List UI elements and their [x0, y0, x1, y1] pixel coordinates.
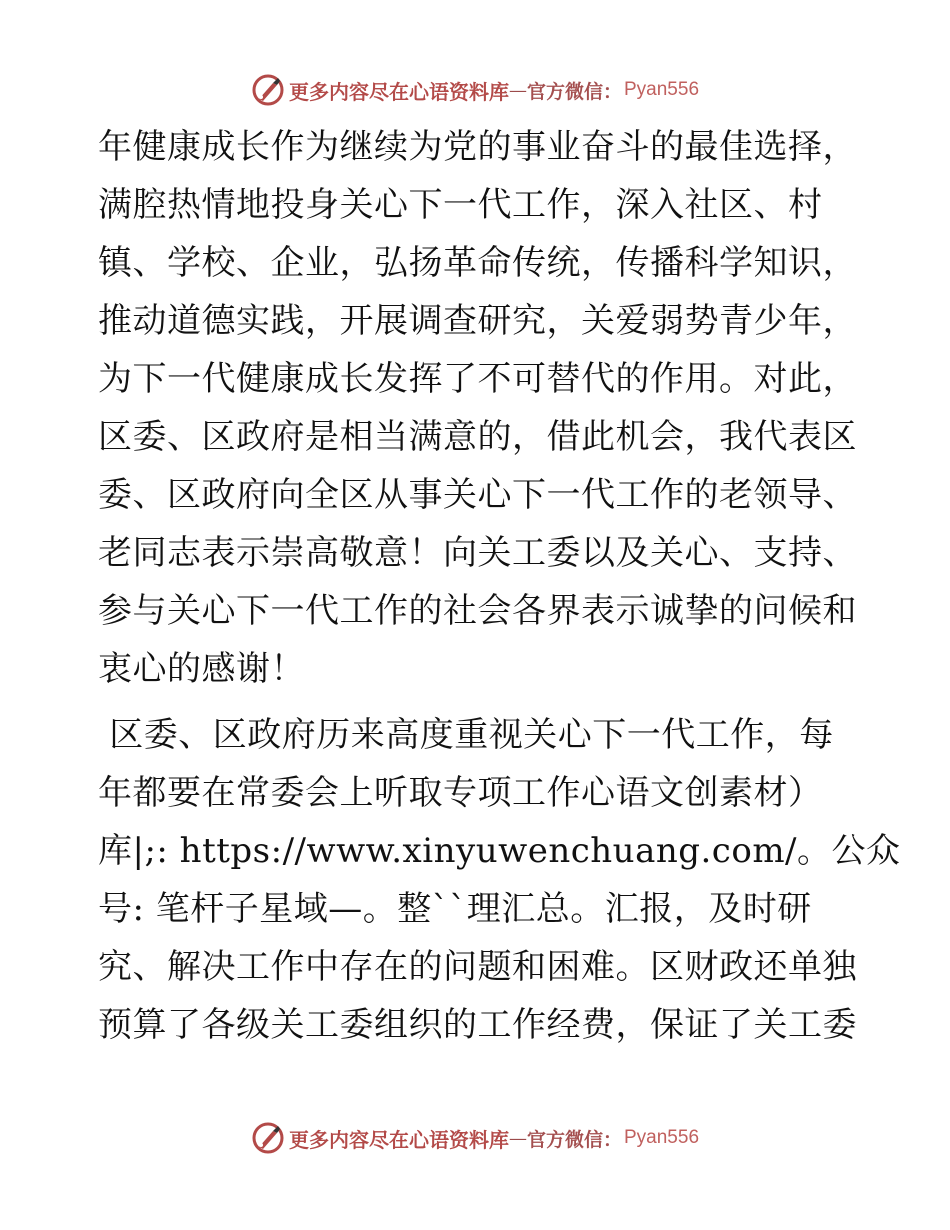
header-wechat-label: 官方微信：: [526, 80, 622, 103]
document-body: [98, 118, 901, 1054]
text-line: 推动道德实践，开展调查研究，关爱弱势青少年，: [98, 301, 857, 341]
text-line: 号: 笔杆子星域—。整``理汇总。汇报，及时研: [98, 889, 812, 929]
footer-separator: —: [508, 1127, 527, 1149]
footer-watermark: [0, 1118, 950, 1158]
text-line: 区委、区政府是相当满意的，借此机会，我代表区: [98, 417, 857, 457]
paragraph-2: [98, 706, 901, 1054]
text-line: 参与关心下一代工作的社会各界表示诚挚的问候和: [98, 591, 857, 631]
text-line: 满腔热情地投身关心下一代工作，深入社区、村: [98, 185, 823, 225]
footer-wechat-label: 官方微信：: [526, 1128, 622, 1151]
text-line: 究、解决工作中存在的问题和困难。区财政还单独: [98, 947, 857, 987]
footer-wechat-id: Pyan556: [624, 1127, 700, 1148]
footer-brand: 更多内容尽在心语资料库: [288, 1127, 509, 1152]
paragraph-1: [98, 118, 858, 698]
header-wechat-id: Pyan556: [624, 79, 700, 100]
text-line: 老同志表示崇高敬意！向关工委以及关心、支持、: [98, 533, 857, 573]
text-line: 衷心的感谢！: [98, 649, 305, 689]
text-line: 预算了各级关工委组织的工作经费，保证了关工委: [98, 1005, 857, 1045]
text-line: 区委、区政府历来高度重视关心下一代工作，每: [98, 715, 834, 755]
pen-logo-icon: [251, 73, 285, 107]
text-line: 为下一代健康成长发挥了不可替代的作用。对此，: [98, 359, 857, 399]
text-line: 委、区政府向全区从事关心下一代工作的老领导、: [98, 475, 857, 515]
text-line: 镇、学校、企业，弘扬革命传统，传播科学知识，: [98, 243, 857, 283]
pen-logo-icon: [251, 1121, 285, 1155]
text-line: 年都要在常委会上听取专项工作心语文创素材）: [98, 773, 823, 813]
header-separator: —: [508, 79, 527, 101]
header-brand: 更多内容尽在心语资料库: [288, 79, 509, 104]
text-line: 库|;: https://www.xinyuwenchuang.com/。公众: [98, 831, 901, 871]
text-line: 年健康成长作为继续为党的事业奋斗的最佳选择，: [98, 127, 857, 167]
header-watermark: [0, 70, 950, 110]
